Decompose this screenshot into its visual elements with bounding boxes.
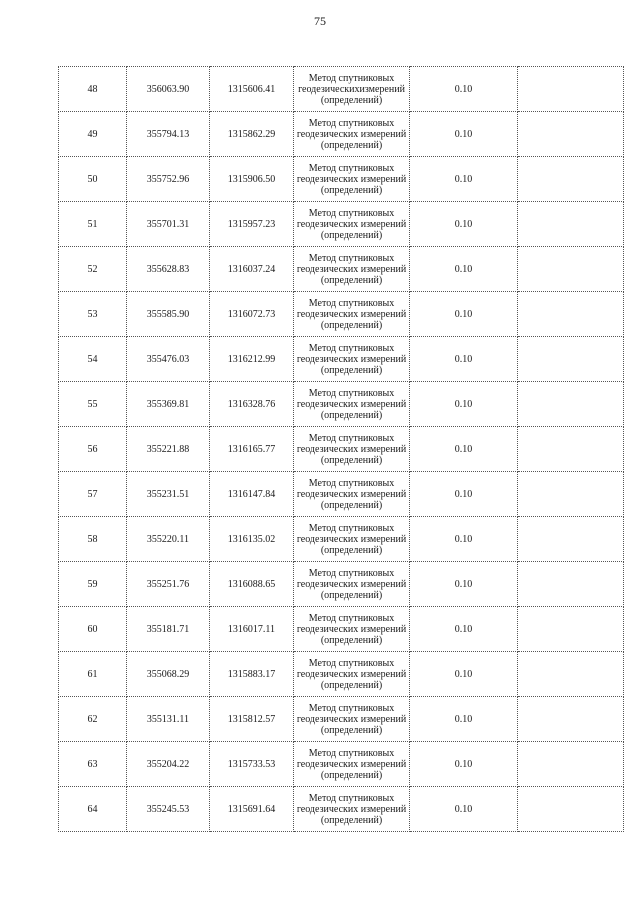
method-text-line: геодезических измерений	[296, 623, 407, 635]
table-row	[59, 337, 624, 382]
table-row	[59, 607, 624, 652]
notes-cell	[518, 292, 624, 337]
method-text-line: геодезических измерений	[296, 443, 407, 455]
accuracy-cell: 0.10	[410, 742, 518, 787]
method-text-line: (определений)	[320, 634, 383, 646]
notes-cell	[518, 517, 624, 562]
accuracy-cell: 0.10	[410, 337, 518, 382]
point-number-cell: 63	[59, 742, 127, 787]
notes-cell	[518, 337, 624, 382]
y-coordinate-cell: 1316147.84	[210, 472, 294, 517]
x-coordinate-cell: 355131.11	[127, 697, 210, 742]
accuracy-cell: 0.10	[410, 517, 518, 562]
y-coordinate-cell: 1316017.11	[210, 607, 294, 652]
method-cell	[294, 382, 410, 427]
method-text-line: геодезических измерений	[296, 668, 407, 680]
accuracy-cell: 0.10	[410, 652, 518, 697]
point-number-cell: 55	[59, 382, 127, 427]
x-coordinate-cell: 355476.03	[127, 337, 210, 382]
y-coordinate-cell: 1315883.17	[210, 652, 294, 697]
method-text-line: геодезических измерений	[296, 173, 407, 185]
x-coordinate-cell: 355245.53	[127, 787, 210, 832]
method-text-line: геодезических измерений	[296, 263, 407, 275]
table-row	[59, 247, 624, 292]
point-number-cell: 54	[59, 337, 127, 382]
method-text-line: Метод спутниковых	[308, 297, 395, 309]
method-text-line: геодезических измерений	[296, 803, 407, 815]
accuracy-cell: 0.10	[410, 427, 518, 472]
method-text-line: геодезическихизмерений	[298, 83, 405, 95]
method-text-line: Метод спутниковых	[308, 612, 395, 624]
method-text-line: геодезических измерений	[296, 578, 407, 590]
method-cell	[294, 202, 410, 247]
method-text-line: (определений)	[320, 184, 383, 196]
x-coordinate-cell: 355231.51	[127, 472, 210, 517]
notes-cell	[518, 382, 624, 427]
method-text-line: Метод спутниковых	[308, 252, 395, 264]
y-coordinate-cell: 1315906.50	[210, 157, 294, 202]
accuracy-cell: 0.10	[410, 247, 518, 292]
y-coordinate-cell: 1316212.99	[210, 337, 294, 382]
table-row	[59, 292, 624, 337]
method-text-line: (определений)	[320, 319, 383, 331]
y-coordinate-cell: 1316165.77	[210, 427, 294, 472]
method-text-line: Метод спутниковых	[308, 657, 395, 669]
y-coordinate-cell: 1316037.24	[210, 247, 294, 292]
notes-cell	[518, 742, 624, 787]
method-cell	[294, 337, 410, 382]
method-text-line: Метод спутниковых	[308, 207, 395, 219]
method-text-line: Метод спутниковых	[308, 72, 395, 84]
notes-cell	[518, 157, 624, 202]
method-cell	[294, 427, 410, 472]
method-text-line: (определений)	[320, 274, 383, 286]
x-coordinate-cell: 355369.81	[127, 382, 210, 427]
method-text-line: Метод спутниковых	[308, 522, 395, 534]
method-text-line: геодезических измерений	[296, 398, 407, 410]
method-text-line: (определений)	[320, 589, 383, 601]
point-number-cell: 64	[59, 787, 127, 832]
x-coordinate-cell: 355701.31	[127, 202, 210, 247]
method-text-line: геодезических измерений	[296, 308, 407, 320]
x-coordinate-cell: 355628.83	[127, 247, 210, 292]
method-cell	[294, 112, 410, 157]
table-row	[59, 202, 624, 247]
method-text-line: (определений)	[320, 229, 383, 241]
point-number-cell: 51	[59, 202, 127, 247]
y-coordinate-cell: 1315606.41	[210, 67, 294, 112]
method-text-line: Метод спутниковых	[308, 432, 395, 444]
accuracy-cell: 0.10	[410, 697, 518, 742]
method-cell	[294, 157, 410, 202]
point-number-cell: 52	[59, 247, 127, 292]
table-row	[59, 742, 624, 787]
point-number-cell: 60	[59, 607, 127, 652]
point-number-cell: 57	[59, 472, 127, 517]
method-cell	[294, 562, 410, 607]
y-coordinate-cell: 1316135.02	[210, 517, 294, 562]
notes-cell	[518, 427, 624, 472]
notes-cell	[518, 472, 624, 517]
accuracy-cell: 0.10	[410, 67, 518, 112]
method-text-line: Метод спутниковых	[308, 567, 395, 579]
accuracy-cell: 0.10	[410, 202, 518, 247]
method-cell	[294, 652, 410, 697]
table-row	[59, 517, 624, 562]
accuracy-cell: 0.10	[410, 292, 518, 337]
accuracy-cell: 0.10	[410, 112, 518, 157]
table-row	[59, 112, 624, 157]
point-number-cell: 59	[59, 562, 127, 607]
method-text-line: (определений)	[320, 499, 383, 511]
y-coordinate-cell: 1315691.64	[210, 787, 294, 832]
accuracy-cell: 0.10	[410, 607, 518, 652]
method-text-line: Метод спутниковых	[308, 792, 395, 804]
method-text-line: геодезических измерений	[296, 353, 407, 365]
method-text-line: Метод спутниковых	[308, 477, 395, 489]
x-coordinate-cell: 355204.22	[127, 742, 210, 787]
y-coordinate-cell: 1315957.23	[210, 202, 294, 247]
method-text-line: Метод спутниковых	[308, 342, 395, 354]
y-coordinate-cell: 1316072.73	[210, 292, 294, 337]
method-text-line: (определений)	[320, 139, 383, 151]
x-coordinate-cell: 355068.29	[127, 652, 210, 697]
notes-cell	[518, 787, 624, 832]
x-coordinate-cell: 355221.88	[127, 427, 210, 472]
y-coordinate-cell: 1316328.76	[210, 382, 294, 427]
notes-cell	[518, 247, 624, 292]
method-cell	[294, 697, 410, 742]
method-cell	[294, 607, 410, 652]
accuracy-cell: 0.10	[410, 562, 518, 607]
table-row	[59, 67, 624, 112]
x-coordinate-cell: 356063.90	[127, 67, 210, 112]
accuracy-cell: 0.10	[410, 472, 518, 517]
point-number-cell: 56	[59, 427, 127, 472]
method-cell	[294, 292, 410, 337]
method-text-line: Метод спутниковых	[308, 747, 395, 759]
point-number-cell: 48	[59, 67, 127, 112]
table-row	[59, 382, 624, 427]
accuracy-cell: 0.10	[410, 157, 518, 202]
method-text-line: (определений)	[320, 544, 383, 556]
method-text-line: Метод спутниковых	[308, 162, 395, 174]
accuracy-cell: 0.10	[410, 382, 518, 427]
point-number-cell: 61	[59, 652, 127, 697]
method-text-line: геодезических измерений	[296, 758, 407, 770]
point-number-cell: 49	[59, 112, 127, 157]
method-text-line: геодезических измерений	[296, 218, 407, 230]
method-text-line: (определений)	[320, 364, 383, 376]
method-cell	[294, 517, 410, 562]
point-number-cell: 58	[59, 517, 127, 562]
table-row	[59, 652, 624, 697]
point-number-cell: 62	[59, 697, 127, 742]
coordinates-table-body	[59, 67, 624, 832]
notes-cell	[518, 67, 624, 112]
method-text-line: (определений)	[320, 679, 383, 691]
coordinates-table	[58, 66, 624, 832]
method-cell	[294, 742, 410, 787]
method-cell	[294, 472, 410, 517]
method-text-line: геодезических измерений	[296, 533, 407, 545]
method-text-line: (определений)	[320, 724, 383, 736]
accuracy-cell: 0.10	[410, 787, 518, 832]
x-coordinate-cell: 355752.96	[127, 157, 210, 202]
notes-cell	[518, 202, 624, 247]
table-row	[59, 472, 624, 517]
notes-cell	[518, 112, 624, 157]
notes-cell	[518, 697, 624, 742]
method-text-line: (определений)	[320, 814, 383, 826]
table-row	[59, 697, 624, 742]
table-row	[59, 787, 624, 832]
notes-cell	[518, 607, 624, 652]
table-row	[59, 157, 624, 202]
method-text-line: Метод спутниковых	[308, 117, 395, 129]
method-cell	[294, 67, 410, 112]
notes-cell	[518, 652, 624, 697]
y-coordinate-cell: 1315812.57	[210, 697, 294, 742]
x-coordinate-cell: 355181.71	[127, 607, 210, 652]
y-coordinate-cell: 1316088.65	[210, 562, 294, 607]
notes-cell	[518, 562, 624, 607]
point-number-cell: 50	[59, 157, 127, 202]
y-coordinate-cell: 1315733.53	[210, 742, 294, 787]
method-cell	[294, 787, 410, 832]
x-coordinate-cell: 355585.90	[127, 292, 210, 337]
method-text-line: Метод спутниковых	[308, 702, 395, 714]
method-text-line: геодезических измерений	[296, 128, 407, 140]
method-text-line: геодезических измерений	[296, 488, 407, 500]
method-cell	[294, 247, 410, 292]
method-text-line: (определений)	[320, 409, 383, 421]
y-coordinate-cell: 1315862.29	[210, 112, 294, 157]
x-coordinate-cell: 355220.11	[127, 517, 210, 562]
x-coordinate-cell: 355251.76	[127, 562, 210, 607]
method-text-line: геодезических измерений	[296, 713, 407, 725]
page-number: 75	[314, 14, 326, 28]
x-coordinate-cell: 355794.13	[127, 112, 210, 157]
method-text-line: (определений)	[320, 769, 383, 781]
table-row	[59, 562, 624, 607]
point-number-cell: 53	[59, 292, 127, 337]
method-text-line: Метод спутниковых	[308, 387, 395, 399]
method-text-line: (определений)	[320, 454, 383, 466]
method-text-line: (определений)	[320, 94, 383, 106]
table-row	[59, 427, 624, 472]
